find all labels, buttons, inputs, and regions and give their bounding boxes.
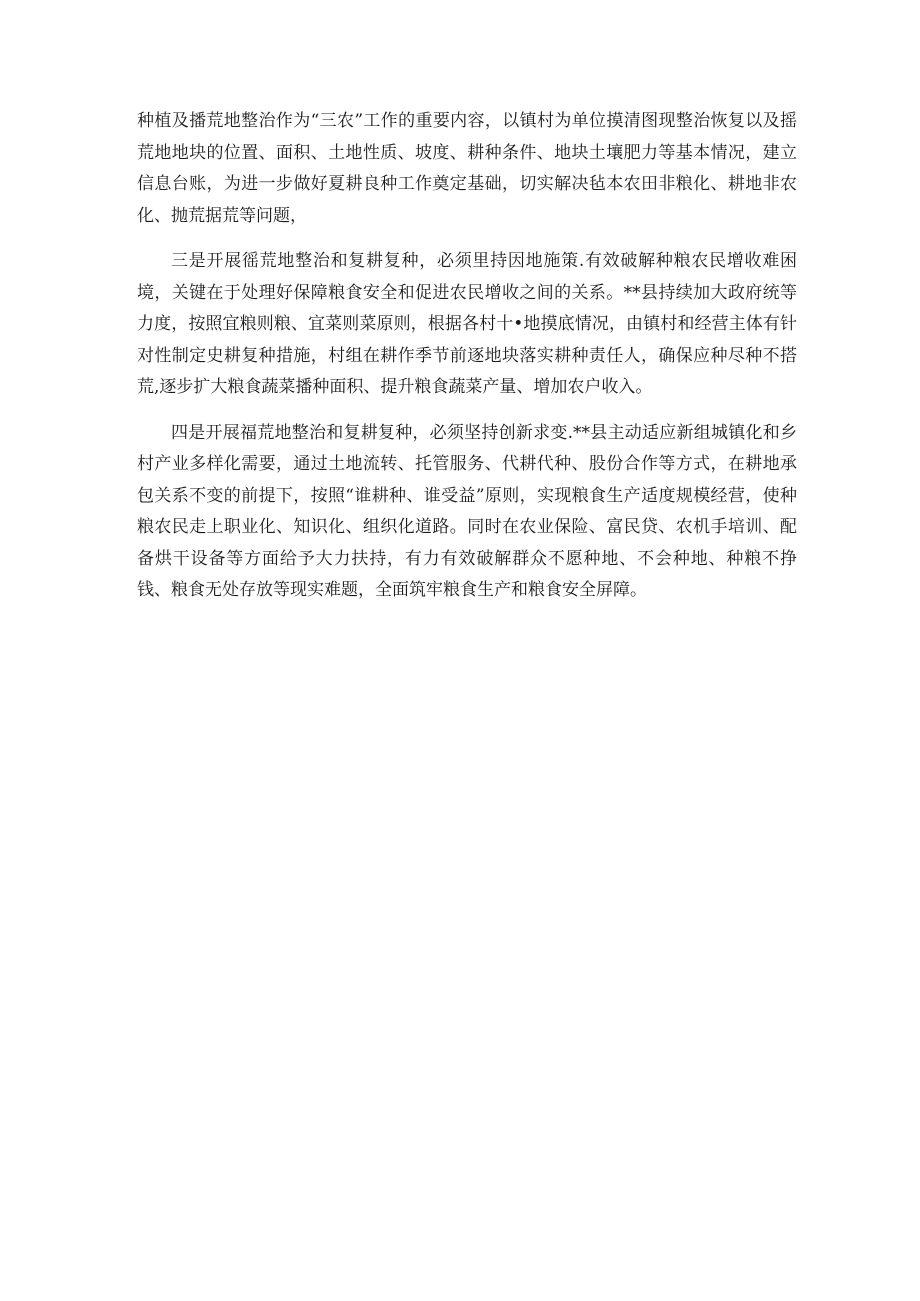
document-body [137,106,797,621]
paragraph-3: 四是开展福荒地整治和复耕复种，必须坚持创新求变.**县主动适应新组城镇化和乡村产业多样化需要，通过土地流转、托管服务、代耕代种、股份合作等方式，在耕地承包关系不变的前提下，按照“谁耕种、谁受益”原则，实现粮食生产适度规模经营，使种粮农民走上职业化、知识化、组织化道路。同时在农业保险、富民贷、农机手培训、配备烘干设备等方面给予大力扶持，有力有效破解群众不愿种地、不会种地、种粮不挣钱、粮食无处存放等现实难题，全面筑牢粮食生产和粮食安全屏障。 [137,422,797,600]
paragraph-2: 三是开展徭荒地整治和复耕复种，必须里持因地施策.有效破解种粮农民增收难困境，关键在于处理好保障粮食安全和促进农民增收之间的关系。**县持续加大政府统等力度，按照宜粮则粮、宜菜则菜原则，根据各村十•地摸底情况，由镇村和经营主体有针对性制定史耕复种措施，村组在耕作季节前逐地块落实耕种责任人，确保应种尽种不搭荒,逐步扩大粮食蔬菜播种面积、提升粮食蔬菜产量、增加农户收入。 [137,251,797,397]
paragraph-1: 种植及播荒地整治作为“三农”工作的重要内容，以镇村为单位摸清图现整治恢复以及摇荒地地块的位置、面积、土地性质、坡度、耕种条件、地块土壤肥力等基本情况，建立信息台账，为进一步做好夏耕良种工作奠定基础，切实解决毡本农田非粮化、耕地非农化、抛荒据荒等问题， [137,111,797,226]
